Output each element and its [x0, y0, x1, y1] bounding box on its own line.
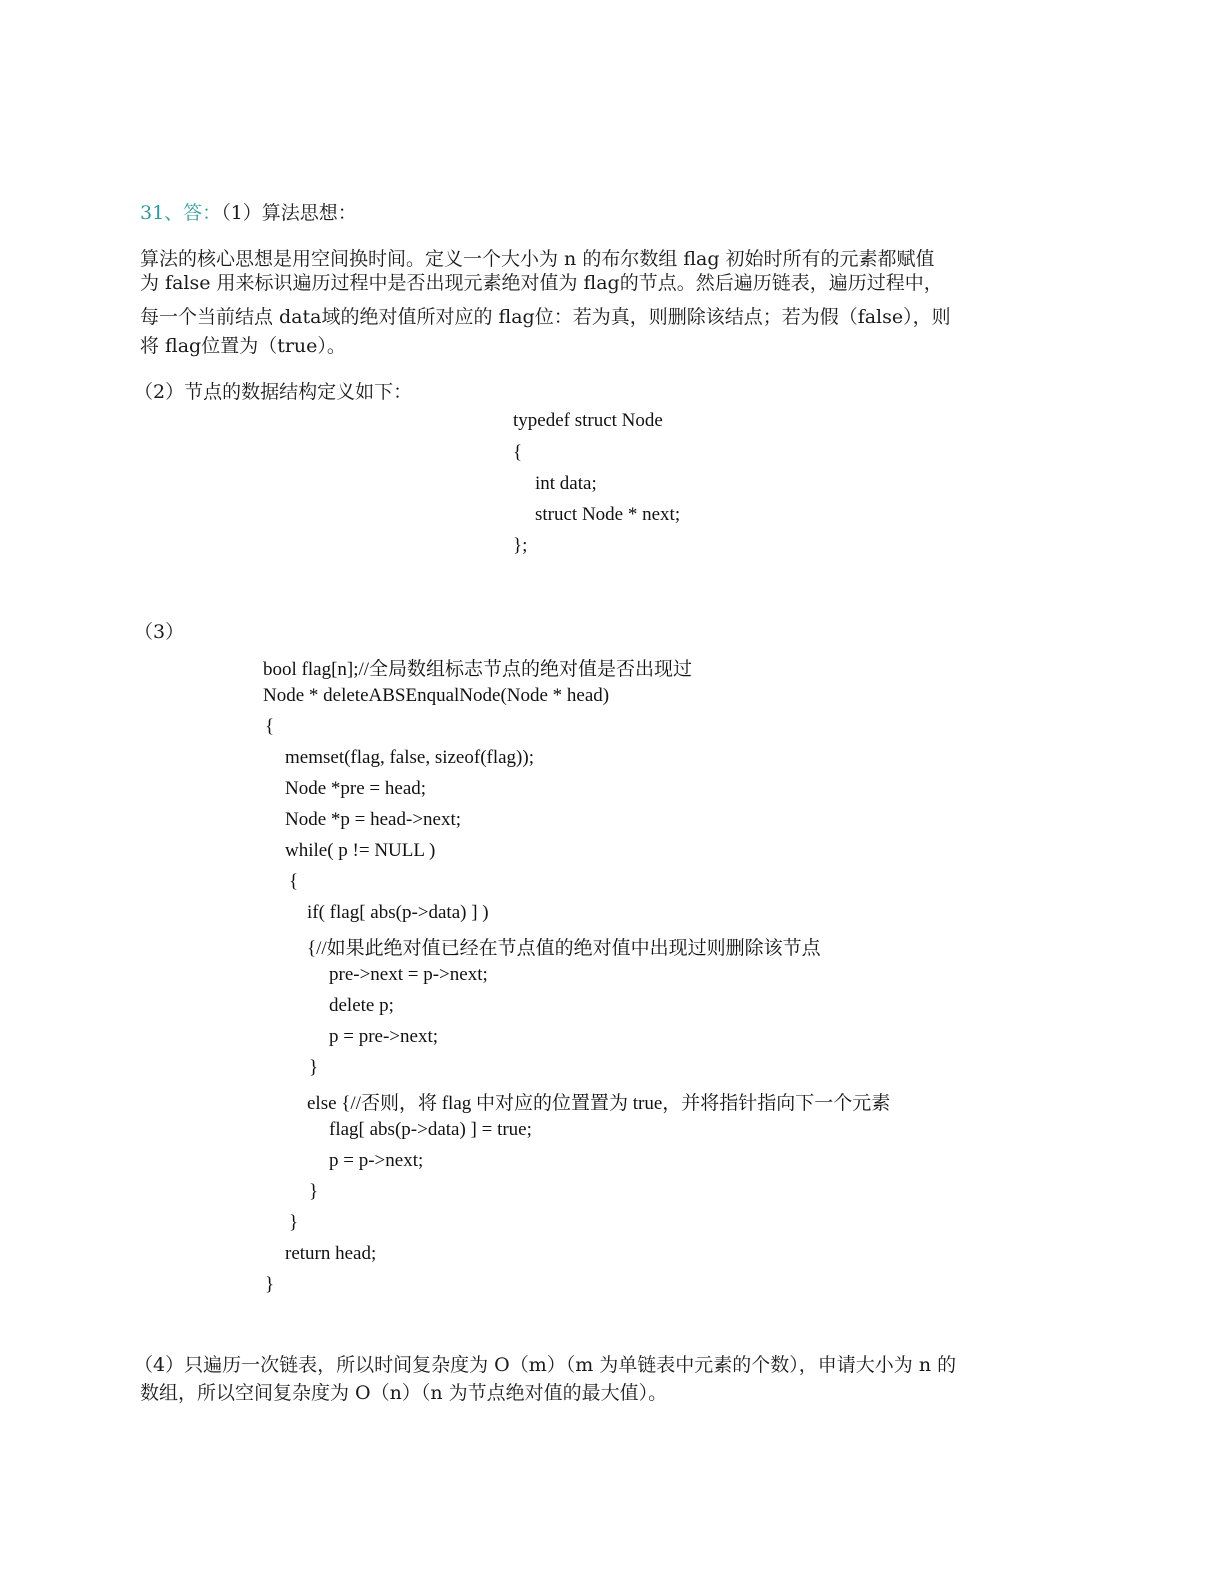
code-line: p = p->next;	[329, 1150, 424, 1171]
section-3-heading: （3）	[134, 621, 185, 643]
section-1-heading: （1）算法思想：	[221, 202, 357, 224]
code-line: {	[265, 716, 275, 737]
code-line: }	[265, 1274, 275, 1295]
code-line: p = pre->next;	[329, 1026, 439, 1047]
code-line: };	[513, 535, 528, 556]
section-2-heading: （2）节点的数据结构定义如下：	[134, 381, 413, 403]
code-line: pre->next = p->next;	[329, 964, 488, 985]
code-line: else {//否则，将 flag 中对应的位置置为 true，并将指针指向下一个元素	[307, 1093, 891, 1114]
code-line: delete p;	[329, 995, 394, 1016]
para1-line-4: 将 flag位置为（true）。	[140, 335, 346, 357]
code-line: memset(flag, false, sizeof(flag));	[285, 747, 534, 768]
code-line: return head;	[285, 1243, 377, 1264]
code-line: struct Node * next;	[535, 504, 681, 525]
para4-line-1: （4）只遍历一次链表，所以时间复杂度为 O（m）（m 为单链表中元素的个数），申请大小为 n 的	[134, 1354, 957, 1376]
code-line: }	[309, 1057, 319, 1078]
code-line: flag[ abs(p->data) ] = true;	[329, 1119, 532, 1140]
code-line: typedef struct Node	[513, 410, 663, 431]
para1-line-1: 算法的核心思想是用空间换时间。定义一个大小为 n 的布尔数组 flag 初始时所有的元素都赋值	[140, 248, 935, 270]
code-line: }	[309, 1181, 319, 1202]
code-line: {//如果此绝对值已经在节点值的绝对值中出现过则删除该节点	[307, 938, 821, 959]
code-line: {	[289, 871, 299, 892]
code-line: {	[513, 442, 523, 463]
code-line: Node * deleteABSEnqualNode(Node * head)	[263, 685, 610, 706]
para4-line-2: 数组，所以空间复杂度为 O（n）（n 为节点绝对值的最大值）。	[140, 1382, 668, 1404]
code-line: }	[289, 1212, 299, 1233]
code-line: Node *p = head->next;	[285, 809, 462, 830]
question-number: 31、答：	[140, 202, 222, 224]
para1-line-2: 为 false 用来标识遍历过程中是否出现元素绝对值为 flag的节点。然后遍历链表，遍历过程中，	[140, 272, 943, 294]
para1-line-3: 每一个当前结点 data域的绝对值所对应的 flag位：若为真，则删除该结点；若为假（false），则	[140, 306, 951, 328]
struct-code-block	[513, 408, 713, 568]
algorithm-code-block	[263, 650, 963, 1300]
code-line: Node *pre = head;	[285, 778, 427, 799]
question-title	[140, 198, 357, 225]
code-line: while( p != NULL )	[285, 840, 436, 861]
code-line: bool flag[n];//全局数组标志节点的绝对值是否出现过	[263, 659, 693, 680]
code-line: if( flag[ abs(p->data) ] )	[307, 902, 489, 923]
code-line: int data;	[535, 473, 597, 494]
